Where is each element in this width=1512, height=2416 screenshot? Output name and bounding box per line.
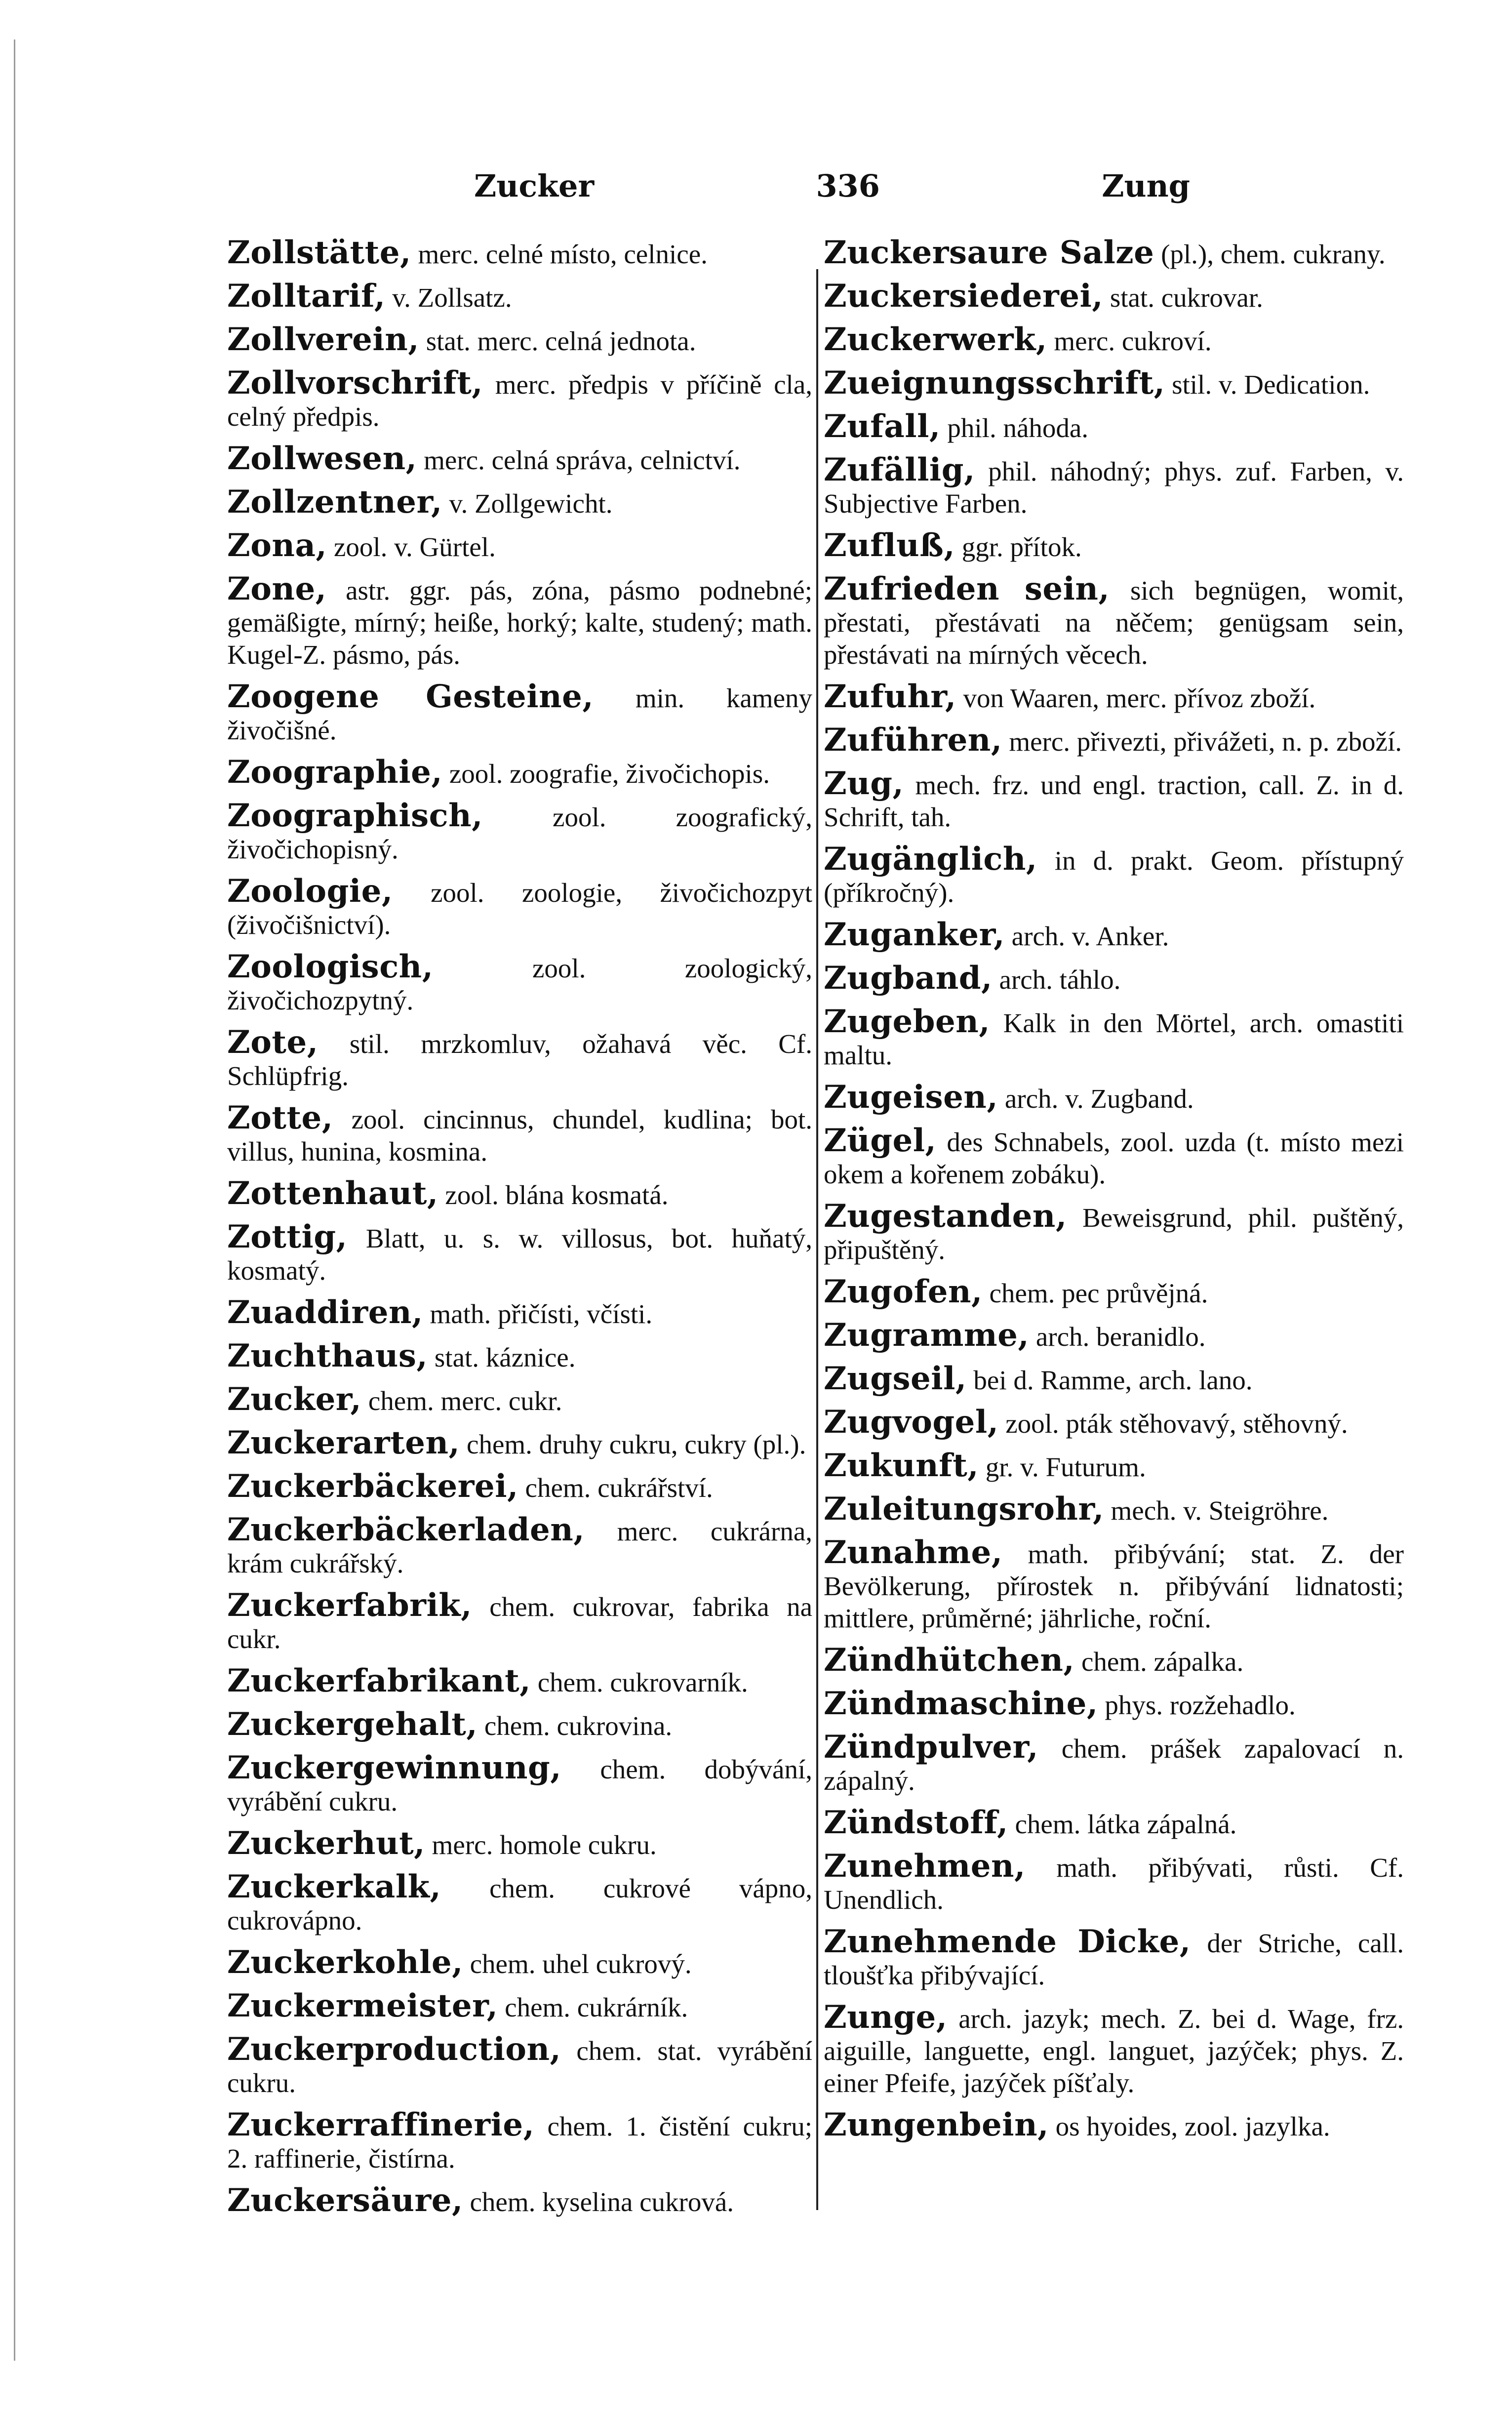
entry-headword: Zoographisch, [227, 797, 483, 834]
dictionary-entry [227, 570, 812, 671]
entry-headword: Zufuhr, [824, 678, 956, 715]
entry-gloss: merc. cukrárna, krám cukrářský. [227, 1516, 812, 1578]
dictionary-entry [227, 1706, 812, 1743]
dictionary-entry [824, 2106, 1404, 2143]
entry-headword: Zuckerkohle, [227, 1944, 463, 1981]
entry-gloss: merc. přivezti, přivážeti, n. p. zboží. [1002, 726, 1402, 757]
entry-headword: Zuckergewinnung, [227, 1749, 562, 1786]
dictionary-entry [824, 1447, 1404, 1484]
entry-gloss: os hyoides, zool. jazylka. [1048, 2111, 1330, 2141]
entry-gloss: des Schnabels, zool. uzda (t. místo mezi okem a kořenem zobáku). [824, 1127, 1404, 1189]
entry-headword: Zuchthaus, [227, 1337, 428, 1374]
entry-headword: Zone, [227, 570, 327, 607]
entry-headword: Zollstätte, [227, 234, 411, 271]
entry-headword: Zunahme, [824, 1534, 1003, 1571]
entry-headword: Zugofen, [824, 1273, 983, 1310]
entry-gloss: zool. zoografický, živočichopisný. [227, 802, 812, 864]
entry-headword: Zuckerbäckerladen, [227, 1511, 585, 1548]
entry-gloss: chem. stat. vyrábění cukru. [227, 2036, 812, 2098]
right-column [824, 234, 1404, 2153]
entry-gloss: stil. v. Dedication. [1165, 369, 1370, 400]
header-right-word: Zung [1102, 168, 1190, 204]
entry-gloss: phys. rozžehadlo. [1098, 1690, 1296, 1720]
entry-gloss: mech. frz. und engl. traction, call. Z. in d. Schrift, tah. [824, 770, 1404, 832]
entry-headword: Zueignungsschrift, [824, 364, 1165, 402]
dictionary-entry [824, 1999, 1404, 2099]
dictionary-entry [824, 1079, 1404, 1116]
dictionary-entry [227, 1294, 812, 1331]
dictionary-entry [824, 1490, 1404, 1528]
entry-headword: Zuckermeister, [227, 1987, 498, 2024]
dictionary-entry [824, 916, 1404, 953]
entry-gloss: chem. 1. čistění cukru; 2. raffinerie, čistírna. [227, 2111, 812, 2174]
dictionary-entry [227, 440, 812, 477]
dictionary-entry [227, 797, 812, 865]
entry-headword: Zuckergehalt, [227, 1706, 478, 1743]
entry-gloss: chem. pec průvějná. [982, 1278, 1208, 1308]
entry-gloss: arch. jazyk; mech. Z. bei d. Wage, frz. aiguille, languette, engl. languet, jazýček; phys. Z. einer Pfeife, jazýček píšťaly. [824, 2004, 1404, 2098]
dictionary-entry [227, 1099, 812, 1168]
dictionary-entry [824, 722, 1404, 759]
entry-gloss: zool. zoologický, živočichozpytný. [227, 953, 812, 1015]
left-column [227, 234, 812, 2228]
entry-gloss: chem. cukrovina. [477, 1711, 673, 1741]
dictionary-entry [227, 1749, 812, 1817]
entry-headword: Zote, [227, 1024, 318, 1061]
entry-headword: Zuführen, [824, 722, 1002, 759]
dictionary-entry [824, 1198, 1404, 1266]
dictionary-entry [227, 483, 812, 521]
dictionary-entry [824, 321, 1404, 358]
entry-headword: Zündhütchen, [824, 1642, 1075, 1679]
entry-headword: Zunge, [824, 1999, 948, 2036]
dictionary-entry [824, 1534, 1404, 1634]
entry-gloss: phil. náhoda. [940, 413, 1089, 443]
entry-gloss: bei d. Ramme, arch. lano. [966, 1365, 1253, 1395]
dictionary-entry [824, 1404, 1404, 1441]
dictionary-entry [824, 1923, 1404, 1991]
dictionary-entry [227, 1987, 812, 2024]
dictionary-entry [227, 2182, 812, 2219]
entry-headword: Zuckerkalk, [227, 1868, 441, 1905]
entry-gloss: chem. kyselina cukrová. [463, 2187, 734, 2217]
entry-gloss: in d. prakt. Geom. přístupný (příkročný). [824, 846, 1404, 908]
entry-headword: Zügel, [824, 1122, 937, 1159]
entry-gloss: Blatt, u. s. w. villosus, bot. huňatý, kosmatý. [227, 1223, 812, 1286]
dictionary-entry [227, 1825, 812, 1862]
entry-headword: Zuckerarten, [227, 1424, 460, 1461]
dictionary-entry [227, 1468, 812, 1505]
entry-headword: Zungenbein, [824, 2106, 1049, 2143]
entry-gloss: Beweisgrund, phil. puštěný, připuštěný. [824, 1203, 1404, 1265]
dictionary-entry [227, 2031, 812, 2099]
entry-gloss: merc. cukroví. [1047, 326, 1212, 356]
entry-gloss: zool. cincinnus, chundel, kudlina; bot. villus, hunina, kosmina. [227, 1104, 812, 1167]
entry-headword: Zuckerbäckerei, [227, 1468, 518, 1505]
entry-headword: Zollvorschrift, [227, 364, 483, 402]
entry-gloss: der Striche, call. tloušťka přibývající. [824, 1928, 1404, 1990]
running-header [474, 168, 1190, 222]
entry-headword: Zuckerhut, [227, 1825, 425, 1862]
dictionary-entry [227, 1868, 812, 1936]
entry-gloss: arch. táhlo. [992, 965, 1121, 995]
entry-gloss: chem. dobývání, vyrábění cukru. [227, 1754, 812, 1816]
dictionary-entry [227, 1944, 812, 1981]
entry-gloss: mech. v. Steigröhre. [1104, 1495, 1329, 1526]
entry-headword: Zollzentner, [227, 483, 442, 521]
entry-headword: Zuckersiederei, [824, 278, 1104, 315]
dictionary-entry [824, 1804, 1404, 1841]
entry-headword: Zunehmende Dicke, [824, 1923, 1191, 1960]
dictionary-entry [227, 1662, 812, 1699]
entry-gloss: chem. cukrárník. [498, 1992, 688, 2022]
entry-gloss: merc. homole cukru. [425, 1830, 657, 1860]
entry-gloss: v. Zollgewicht. [442, 488, 613, 519]
entry-headword: Zugseil, [824, 1360, 967, 1397]
entry-gloss: zool. blána kosmatá. [438, 1180, 669, 1210]
dictionary-entry [227, 364, 812, 433]
entry-gloss: chem. látka zápalná. [1008, 1809, 1237, 1839]
entry-headword: Zug, [824, 765, 904, 802]
entry-headword: Zona, [227, 527, 327, 564]
entry-headword: Zunehmen, [824, 1848, 1026, 1885]
dictionary-entry [227, 1218, 812, 1287]
entry-gloss: arch. v. Anker. [1004, 921, 1169, 951]
entry-headword: Zottenhaut, [227, 1175, 438, 1212]
entry-headword: Zuckerraffinerie, [227, 2106, 535, 2143]
entry-headword: Zündpulver, [824, 1729, 1038, 1766]
dictionary-entry [227, 234, 812, 271]
entry-headword: Zuckersäure, [227, 2182, 463, 2219]
entry-gloss: chem. uhel cukrový. [463, 1949, 692, 1979]
dictionary-entry [227, 2106, 812, 2174]
entry-gloss: chem. zápalka. [1074, 1647, 1244, 1677]
entry-gloss: arch. beranidlo. [1029, 1322, 1206, 1352]
dictionary-entry [227, 948, 812, 1016]
dictionary-entry [227, 678, 812, 746]
entry-headword: Zugeben, [824, 1003, 990, 1040]
entry-gloss: merc. předpis v příčině cla, celný předpis. [227, 369, 812, 432]
entry-headword: Zugramme, [824, 1317, 1030, 1354]
dictionary-entry [824, 364, 1404, 402]
dictionary-entry [227, 1175, 812, 1212]
dictionary-entry [824, 765, 1404, 833]
entry-gloss: chem. cukrářství. [518, 1473, 713, 1503]
entry-gloss: arch. v. Zugband. [998, 1084, 1194, 1114]
dictionary-entry [227, 1381, 812, 1418]
dictionary-entry [227, 1511, 812, 1579]
entry-gloss: sich begnügen, womit, přestati, přestávati na něčem; genügsam sein, přestávati na mírných věcech. [824, 575, 1404, 670]
entry-headword: Zugband, [824, 960, 993, 997]
entry-gloss: math. přibývati, růsti. Cf. Unendlich. [824, 1852, 1404, 1915]
entry-headword: Zugvogel, [824, 1404, 999, 1441]
entry-gloss: gr. v. Futurum. [979, 1452, 1146, 1482]
dictionary-entry [227, 278, 812, 315]
dictionary-entry [824, 1360, 1404, 1397]
dictionary-entry [824, 1003, 1404, 1071]
dictionary-entry [824, 1685, 1404, 1722]
entry-gloss: stat. káznice. [428, 1342, 576, 1372]
entry-gloss: math. přičísti, včísti. [423, 1299, 653, 1329]
entry-gloss: stil. mrzkomluv, ožahavá věc. Cf. Schlüpfrig. [227, 1029, 812, 1091]
dictionary-entry [824, 570, 1404, 671]
entry-headword: Zucker, [227, 1381, 362, 1418]
entry-gloss: chem. prášek zapalovací n. zápalný. [824, 1733, 1404, 1796]
entry-gloss: chem. cukrové vápno, cukrovápno. [227, 1873, 812, 1935]
entry-gloss: min. kameny živočišné. [227, 683, 812, 745]
entry-headword: Zolltarif, [227, 278, 386, 315]
dictionary-entry [227, 1024, 812, 1092]
entry-headword: Zuganker, [824, 916, 1005, 953]
dictionary-entry [824, 278, 1404, 315]
entry-gloss: phil. náhodný; phys. zuf. Farben, v. Subjective Farben. [824, 456, 1404, 519]
page-number: 336 [816, 168, 880, 204]
entry-gloss: stat. merc. celná jednota. [419, 326, 696, 356]
entry-headword: Zugeisen, [824, 1079, 998, 1116]
entry-gloss: math. přibývání; stat. Z. der Bevölkerung, přírostek n. přibývání lidnatosti; mittlere, průměrné; jährliche, roční. [824, 1539, 1404, 1633]
dictionary-entry [824, 1317, 1404, 1354]
entry-headword: Zollverein, [227, 321, 419, 358]
entry-headword: Zoologisch, [227, 948, 434, 985]
entry-headword: Zufällig, [824, 451, 975, 488]
dictionary-entry [227, 321, 812, 358]
entry-gloss: merc. celná správa, celnictví. [417, 445, 741, 475]
entry-headword: Zollwesen, [227, 440, 417, 477]
dictionary-entry [824, 234, 1404, 271]
entry-gloss: stat. cukrovar. [1103, 282, 1263, 313]
entry-headword: Zuckerwerk, [824, 321, 1047, 358]
dictionary-entry [227, 1587, 812, 1655]
column-divider [816, 269, 818, 2210]
dictionary-entry [227, 1337, 812, 1374]
dictionary-entry [824, 527, 1404, 564]
dictionary-entry [824, 1642, 1404, 1679]
entry-gloss: chem. cukrovarník. [530, 1667, 748, 1697]
dictionary-entry [227, 1424, 812, 1461]
dictionary-entry [824, 678, 1404, 715]
entry-headword: Zuleitungsrohr, [824, 1490, 1104, 1528]
page-edge-line [14, 40, 15, 2361]
entry-headword: Zugänglich, [824, 841, 1037, 878]
header-left-word: Zucker [474, 168, 595, 204]
entry-headword: Zufrieden sein, [824, 570, 1110, 607]
entry-headword: Zoogene Gesteine, [227, 678, 594, 715]
entry-gloss: zool. pták stěhovavý, stěhovný. [998, 1409, 1348, 1439]
entry-headword: Zuckerfabrikant, [227, 1662, 531, 1699]
dictionary-entry [227, 527, 812, 564]
dictionary-entry [824, 1122, 1404, 1190]
entry-headword: Zuckersaure Salze [824, 234, 1154, 271]
entry-headword: Zuaddiren, [227, 1294, 423, 1331]
entry-gloss: astr. ggr. pás, zóna, pásmo podnebné; gemäßigte, mírný; heiße, horký; kalte, studený; math. Kugel-Z. pásmo, pás. [227, 575, 812, 670]
dictionary-entry [824, 841, 1404, 909]
entry-gloss: chem. merc. cukr. [361, 1386, 562, 1416]
dictionary-entry [227, 754, 812, 791]
entry-headword: Zoologie, [227, 873, 393, 910]
entry-gloss: v. Zollsatz. [385, 282, 512, 313]
entry-headword: Zukunft, [824, 1447, 979, 1484]
entry-headword: Zottig, [227, 1218, 348, 1255]
entry-gloss: chem. druhy cukru, cukry (pl.). [460, 1429, 806, 1459]
entry-gloss: zool. zoologie, živočichozpyt (živočišnictví). [227, 878, 812, 940]
dictionary-entry [227, 873, 812, 941]
entry-headword: Zotte, [227, 1099, 333, 1136]
dictionary-entry [824, 408, 1404, 445]
dictionary-entry [824, 1731, 1404, 1797]
entry-headword: Zufluß, [824, 527, 955, 564]
dictionary-entry [824, 960, 1404, 997]
entry-gloss: zool. zoografie, živočichopis. [442, 759, 770, 789]
dictionary-entry [824, 451, 1404, 520]
entry-gloss: zool. v. Gürtel. [327, 532, 496, 562]
entry-headword: Zoographie, [227, 754, 443, 791]
entry-gloss: (pl.), chem. cukrany. [1154, 239, 1386, 269]
entry-gloss: chem. cukrovar, fabrika na cukr. [227, 1592, 812, 1654]
entry-gloss: Kalk in den Mörtel, arch. omastiti maltu. [824, 1008, 1404, 1070]
entry-headword: Zuckerproduction, [227, 2031, 561, 2068]
entry-headword: Zündmaschine, [824, 1685, 1098, 1722]
entry-gloss: merc. celné místo, celnice. [411, 239, 708, 269]
entry-gloss: von Waaren, merc. přívoz zboží. [956, 683, 1316, 713]
dictionary-entry [824, 1273, 1404, 1310]
entry-gloss: ggr. přítok. [955, 532, 1082, 562]
dictionary-entry [824, 1848, 1404, 1916]
entry-headword: Zündstoff, [824, 1804, 1008, 1841]
entry-headword: Zugestanden, [824, 1198, 1067, 1235]
entry-headword: Zufall, [824, 408, 941, 445]
entry-headword: Zuckerfabrik, [227, 1587, 472, 1624]
